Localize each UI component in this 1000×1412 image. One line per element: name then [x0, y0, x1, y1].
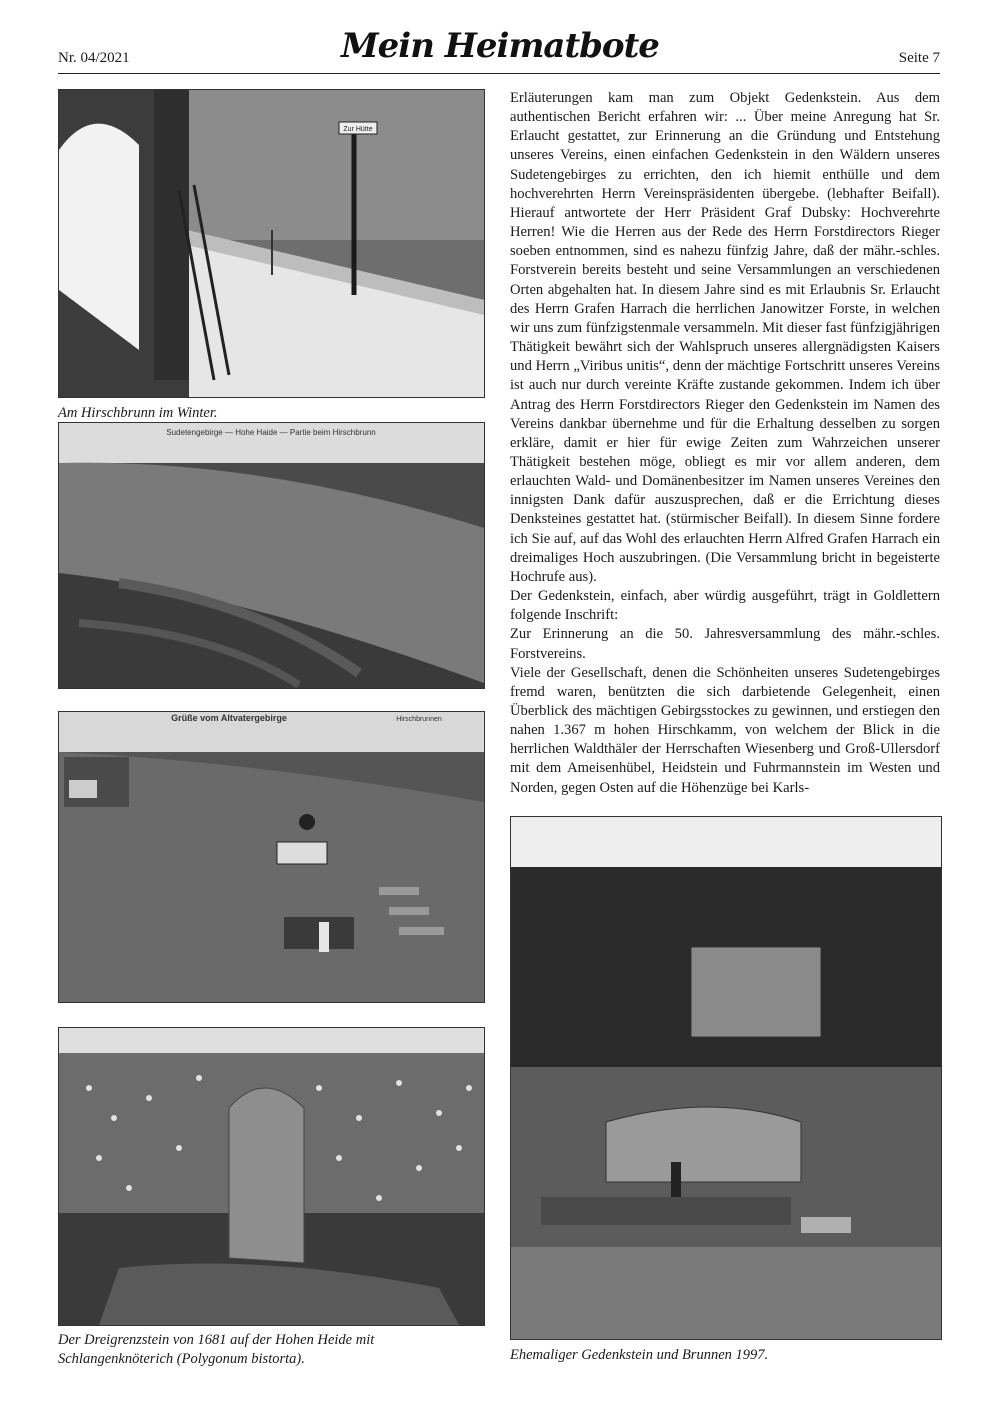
article-paragraph: Viele der Gesellschaft, denen die Schönheiten unseres Sudetengebirges fremd waren, benützten die sich darbietende Gelegenheit, einen Überblick des mächtigen Gebirgsstockes zu gewinnen, und erstiegen den nahen 1.367 m hohen Hirschkamm, von welchem der Blick in die herrlichen Waldthäler der Herrschaften Wiesenberg und Groß-Ullersdorf mit dem Ameisenhübel, Heidstein und Fuhrmannstein im Westen und Norden, gegen Osten auf die Höhenzüge bei Karls-	[510, 664, 940, 796]
masthead-title: Mein Heimatbote	[341, 26, 659, 66]
postcard-subtitle-altvater: Hirschbrunnen	[396, 716, 442, 723]
caption-dreigrenzstein: Der Dreigrenzstein von 1681 auf der Hohen Heide mit Schlangenknöterich (Polygonum bistorta).	[58, 1332, 375, 1367]
article-body	[510, 89, 940, 798]
postcard-title-altvater: Grüße vom Altvatergebirge	[171, 713, 287, 723]
signpost-text: Zur Hütte	[343, 126, 373, 133]
postcard-title-heath: Sudetengebirge — Hohe Haide — Partie beim Hirschbrunn	[166, 428, 376, 437]
article-paragraph: Zur Erinnerung an die 50. Jahresversammlung des mähr.-schles. Forstvereins.	[510, 626, 940, 662]
issue-number: Nr. 04/2021	[58, 50, 130, 66]
photo-hirschbrunn-winter	[58, 89, 485, 398]
photo-gedenkstein-1997	[510, 816, 942, 1340]
page-number: Seite 7	[898, 50, 940, 66]
caption-gedenkstein-1997: Ehemaliger Gedenkstein und Brunnen 1997.	[510, 1347, 769, 1363]
photo-dreigrenzstein	[58, 1027, 485, 1326]
header-divider	[58, 73, 940, 74]
article-paragraph: Erläuterungen kam man zum Objekt Gedenkstein. Aus dem authentischen Bericht erfahren wir: ... Über meine Anregung hat Sr. Erlaucht gestattet, zur Erinnerung an die Gründung und Entstehung unseres Vereins, einen einfachen Gedenkstein in den Wäldern unseres Sudetengebirges zu errichten, den ich hiemit enthülle und dem hochverehrten Herrn Vereinspräsidenten übergebe. (lebhafter Beifall). Hierauf antwortete der Herr Präsident Graf Dubsky: Hochverehrte Herren! Wie die Herren aus der Rede des Herrn Forstdirectors Rieger soeben entnommen, sind es nahezu fünfzig Jahre, daß der mähr.-schles. Forstverein bereits besteht und seine Versammlungen an verschiedenen Orten abgehalten hat. In diesem Jahre sind es mit Erlaubnis Sr. Erlaucht des Herrn Grafen Harrach die herrlichen Janowitzer Forste, in welchen wir uns zum fünfzigstenmale versammeln. Mit dieser fast fünfzigjährigen Thätigkeit bewährt sich der Wahlspruch unseres allergnädigsten Kaisers und Herrn „Viribus unitis“, denn der mächtige Fortschritt unseres Vereins ist auch nur durch vereinte Kräfte zustande gekommen. Indem ich über Antrag des Herrn Forstdirectors Rieger den Gedenkstein im Namen des Vereins dankbar übernehme und für die Erhaltung desselben zu sorgen erkläre, damit er hier für ewige Zeiten zum Wahrzeichen unserer Thätigkeit bestehen möge, obliegt es mir vor allem anderen, dem erlauchten Wald- und Domänenbesitzer im Namen unseres Vereines den innigsten Dank dafür auszusprechen, daß er die Errichtung dieses Denksteines gestattet hat. (stürmischer Beifall). In diesem Sinne fordere ich Sie auf, auf das Wohl des erlauchten Herrn Alfred Grafen Harrach ein dreimaliges Hoch auszubringen. (Die Versammlung bricht in begeisterte Hochrufe aus).	[510, 90, 940, 585]
article-paragraph: Der Gedenkstein, einfach, aber würdig ausgeführt, trägt in Goldlettern folgende Inschrift:	[510, 588, 940, 624]
photo-hohe-haide	[58, 422, 485, 689]
caption-winter: Am Hirschbrunn im Winter.	[58, 405, 218, 421]
photo-altvatergebirge	[58, 711, 485, 1003]
